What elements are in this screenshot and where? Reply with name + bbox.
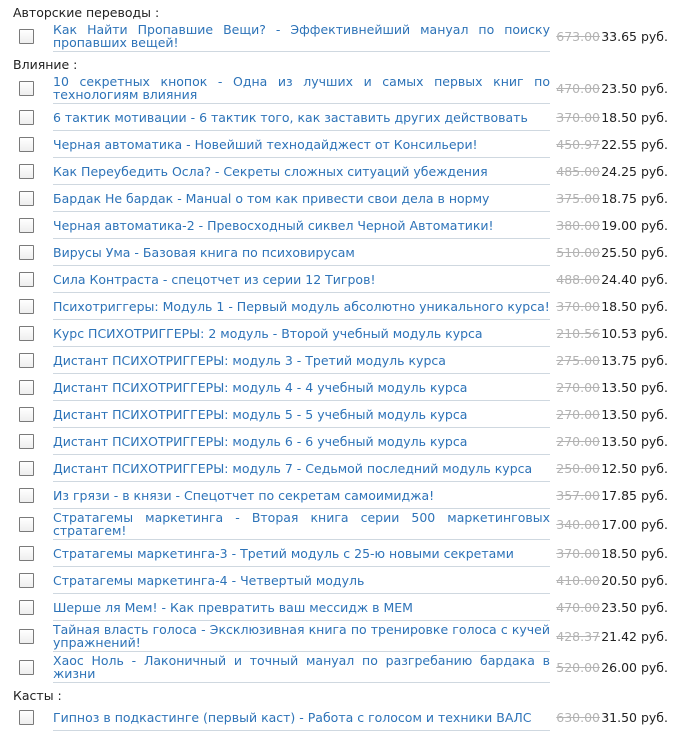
product-row (0, 455, 695, 482)
sale-price: 24.25 руб. (601, 164, 668, 179)
old-price: 488.00 (556, 272, 600, 287)
sale-price: 24.40 руб. (601, 272, 668, 287)
product-title-link[interactable]: Как Найти Пропавшие Вещи? - Эффективнейший мануал по поиску пропавших вещей! (53, 22, 550, 50)
sale-price: 13.50 руб. (601, 407, 668, 422)
select-checkbox[interactable] (19, 710, 34, 725)
sale-price: 23.50 руб. (601, 81, 668, 96)
checkbox-cell (0, 488, 53, 503)
checkbox-cell (0, 164, 53, 179)
section-heading: Авторские переводы : (13, 5, 160, 20)
sale-price: 18.50 руб. (601, 110, 668, 125)
old-price: 270.00 (556, 380, 600, 395)
checkbox-cell (0, 191, 53, 206)
select-checkbox[interactable] (19, 660, 34, 675)
product-row (0, 540, 695, 567)
product-row (0, 482, 695, 509)
product-list (0, 4, 695, 731)
sale-price: 10.53 руб. (601, 326, 668, 341)
title-cell (53, 652, 550, 683)
checkbox-cell (0, 629, 53, 644)
checkbox-cell (0, 245, 53, 260)
checkbox-cell (0, 710, 53, 725)
product-row (0, 239, 695, 266)
title-cell (53, 104, 550, 131)
product-row (0, 73, 695, 104)
old-price: 370.00 (556, 110, 600, 125)
select-checkbox[interactable] (19, 461, 34, 476)
old-price: 470.00 (556, 600, 600, 615)
product-title-link[interactable]: Дистант ПСИХОТРИГГЕРЫ: модуль 3 - Третий модуль курса (53, 352, 446, 368)
sale-price: 23.50 руб. (601, 600, 668, 615)
product-row (0, 401, 695, 428)
title-cell (53, 185, 550, 212)
product-row (0, 621, 695, 652)
sale-price: 12.50 руб. (601, 461, 668, 476)
title-cell (53, 320, 550, 347)
product-title-link[interactable]: Стратагемы маркетинга-4 - Четвертый модуль (53, 572, 365, 588)
old-price: 470.00 (556, 81, 600, 96)
select-checkbox[interactable] (19, 218, 34, 233)
old-price: 450.97 (556, 137, 600, 152)
checkbox-cell (0, 660, 53, 675)
checkbox-cell (0, 218, 53, 233)
product-row (0, 212, 695, 239)
product-title-link[interactable]: 10 секретных кнопок - Одна из лучших и самых первых книг по технологиям влияния (53, 74, 550, 102)
title-cell (53, 212, 550, 239)
product-title-link[interactable]: Вирусы Ума - Базовая книга по психовирусам (53, 244, 355, 260)
sale-price: 21.42 руб. (601, 629, 668, 644)
sale-price: 26.00 руб. (601, 660, 668, 675)
sale-price: 20.50 руб. (601, 573, 668, 588)
checkbox-cell (0, 380, 53, 395)
select-checkbox[interactable] (19, 29, 34, 44)
checkbox-cell (0, 326, 53, 341)
old-price: 485.00 (556, 164, 600, 179)
checkbox-cell (0, 600, 53, 615)
checkbox-cell (0, 272, 53, 287)
select-checkbox[interactable] (19, 81, 34, 96)
product-row (0, 21, 695, 52)
title-cell (53, 239, 550, 266)
old-price: 210.56 (556, 326, 600, 341)
old-price: 250.00 (556, 461, 600, 476)
sale-price: 31.50 руб. (601, 710, 668, 725)
old-price: 410.00 (556, 573, 600, 588)
old-price: 270.00 (556, 434, 600, 449)
checkbox-cell (0, 517, 53, 532)
product-title-link[interactable]: Черная автоматика - Новейший технодайджест от Консильери! (53, 136, 478, 152)
product-row (0, 567, 695, 594)
old-price: 275.00 (556, 353, 600, 368)
sale-price: 25.50 руб. (601, 245, 668, 260)
product-title-link[interactable]: Бардак Не бардак - Манual о том как привести свои дела в норму (53, 190, 490, 206)
product-title-link[interactable]: Стратагемы маркетинга - Вторая книга серии 500 маркетинговых стратагем! (53, 510, 550, 538)
product-row (0, 704, 695, 731)
product-row (0, 428, 695, 455)
title-cell (53, 704, 550, 731)
sale-price: 18.75 руб. (601, 191, 668, 206)
sale-price: 18.50 руб. (601, 299, 668, 314)
product-title-link[interactable]: Тайная власть голоса - Эксклюзивная книга по тренировке голоса с кучей упражнений! (53, 622, 550, 650)
section-heading: Влияние : (13, 57, 78, 72)
product-row (0, 158, 695, 185)
product-title-link[interactable]: Как Переубедить Осла? - Секреты сложных ситуаций убеждения (53, 163, 488, 179)
checkbox-cell (0, 434, 53, 449)
select-checkbox[interactable] (19, 407, 34, 422)
select-checkbox[interactable] (19, 191, 34, 206)
title-cell (53, 482, 550, 509)
title-cell (53, 293, 550, 320)
checkbox-cell (0, 110, 53, 125)
select-checkbox[interactable] (19, 517, 34, 532)
title-cell (53, 131, 550, 158)
product-row (0, 374, 695, 401)
title-cell (53, 621, 550, 652)
title-cell (53, 374, 550, 401)
product-title-link[interactable]: Дистант ПСИХОТРИГГЕРЫ: модуль 7 - Седьмой последний модуль курса (53, 460, 533, 476)
old-price: 370.00 (556, 546, 600, 561)
sale-price: 17.85 руб. (601, 488, 668, 503)
select-checkbox[interactable] (19, 299, 34, 314)
checkbox-cell (0, 81, 53, 96)
sale-price: 18.50 руб. (601, 546, 668, 561)
old-price: 630.00 (556, 710, 600, 725)
select-checkbox[interactable] (19, 573, 34, 588)
title-cell (53, 455, 550, 482)
checkbox-cell (0, 546, 53, 561)
product-title-link[interactable]: Хаос Ноль - Лаконичный и точный мануал по разгребанию бардака в жизни (53, 653, 550, 681)
select-checkbox[interactable] (19, 434, 34, 449)
product-row (0, 652, 695, 683)
title-cell (53, 73, 550, 104)
title-cell (53, 540, 550, 567)
checkbox-cell (0, 461, 53, 476)
checkbox-cell (0, 573, 53, 588)
title-cell (53, 347, 550, 374)
old-price: 520.00 (556, 660, 600, 675)
checkbox-cell (0, 137, 53, 152)
product-title-link[interactable]: Курс ПСИХОТРИГГЕРЫ: 2 модуль - Второй учебный модуль курса (53, 325, 483, 341)
old-price: 510.00 (556, 245, 600, 260)
product-title-link[interactable]: 6 тактик мотивации - 6 тактик того, как заставить других действовать (53, 109, 528, 125)
product-title-link[interactable]: Дистант ПСИХОТРИГГЕРЫ: модуль 4 - 4 учебный модуль курса (53, 379, 468, 395)
old-price: 375.00 (556, 191, 600, 206)
old-price: 370.00 (556, 299, 600, 314)
select-checkbox[interactable] (19, 326, 34, 341)
select-checkbox[interactable] (19, 164, 34, 179)
product-row (0, 185, 695, 212)
select-checkbox[interactable] (19, 272, 34, 287)
title-cell (53, 158, 550, 185)
product-row (0, 104, 695, 131)
old-price: 270.00 (556, 407, 600, 422)
product-row (0, 131, 695, 158)
product-row (0, 509, 695, 540)
product-title-link[interactable]: Дистант ПСИХОТРИГГЕРЫ: модуль 5 - 5 учебный модуль курса (53, 406, 468, 422)
select-checkbox[interactable] (19, 137, 34, 152)
product-title-link[interactable]: Шерше ля Мем! - Как превратить ваш мессидж в МЕМ (53, 599, 413, 615)
title-cell (53, 509, 550, 540)
checkbox-cell (0, 299, 53, 314)
select-checkbox[interactable] (19, 546, 34, 561)
select-checkbox[interactable] (19, 110, 34, 125)
old-price: 428.37 (556, 629, 600, 644)
title-cell (53, 594, 550, 621)
product-title-link[interactable]: Психотриггеры: Модуль 1 - Первый модуль абсолютно уникального курса! (53, 298, 550, 314)
title-cell (53, 567, 550, 594)
checkbox-cell (0, 353, 53, 368)
title-cell (53, 21, 550, 52)
sale-price: 13.50 руб. (601, 380, 668, 395)
checkbox-cell (0, 407, 53, 422)
section-heading: Касты : (13, 688, 62, 703)
product-title-link[interactable]: Дистант ПСИХОТРИГГЕРЫ: модуль 6 - 6 учебный модуль курса (53, 433, 468, 449)
select-checkbox[interactable] (19, 629, 34, 644)
product-row (0, 266, 695, 293)
product-title-link[interactable]: Сила Контраста - спецотчет из серии 12 Тигров! (53, 271, 376, 287)
product-title-link[interactable]: Стратагемы маркетинга-3 - Третий модуль с 25-ю новыми секретами (53, 545, 514, 561)
select-checkbox[interactable] (19, 600, 34, 615)
old-price: 673.00 (556, 29, 600, 44)
product-title-link[interactable]: Черная автоматика-2 - Превосходный сиквел Черной Автоматики! (53, 217, 494, 233)
title-cell (53, 266, 550, 293)
select-checkbox[interactable] (19, 488, 34, 503)
product-title-link[interactable]: Гипноз в подкастинге (первый каст) - Работа с голосом и техники ВАЛС (53, 709, 532, 725)
sale-price: 22.55 руб. (601, 137, 668, 152)
select-checkbox[interactable] (19, 245, 34, 260)
old-price: 357.00 (556, 488, 600, 503)
product-row (0, 320, 695, 347)
sale-price: 33.65 руб. (601, 29, 668, 44)
product-row (0, 347, 695, 374)
sale-price: 19.00 руб. (601, 218, 668, 233)
product-title-link[interactable]: Из грязи - в князи - Спецотчет по секретам самоимиджа! (53, 487, 435, 503)
select-checkbox[interactable] (19, 353, 34, 368)
old-price: 380.00 (556, 218, 600, 233)
title-cell (53, 401, 550, 428)
title-cell (53, 428, 550, 455)
sale-price: 13.50 руб. (601, 434, 668, 449)
sale-price: 13.75 руб. (601, 353, 668, 368)
checkbox-cell (0, 29, 53, 44)
product-row (0, 594, 695, 621)
product-row (0, 293, 695, 320)
select-checkbox[interactable] (19, 380, 34, 395)
old-price: 340.00 (556, 517, 600, 532)
sale-price: 17.00 руб. (601, 517, 668, 532)
